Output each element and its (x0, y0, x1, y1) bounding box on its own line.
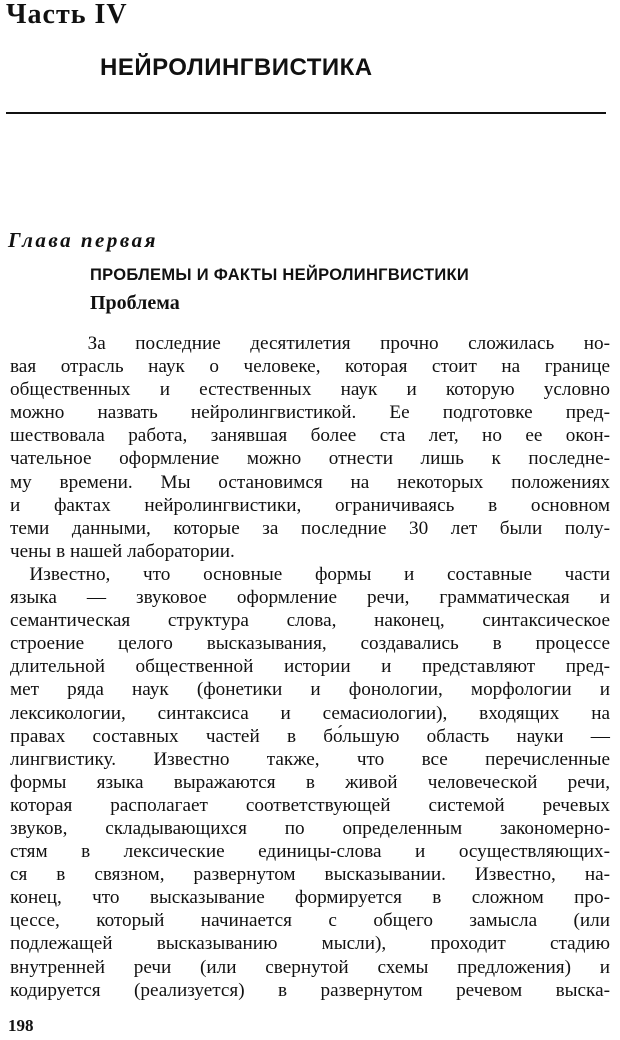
text-line: мет ряда наук (фонетики и фонологии, морфологии и (10, 679, 610, 701)
horizontal-rule (6, 112, 606, 114)
text-line: ся в связном, развернутом высказывании. Известно, на- (10, 864, 610, 886)
text-line: чены в нашей лаборатории. (10, 540, 235, 562)
text-line: му времени. Мы остановимся на некоторых положениях (10, 471, 610, 493)
text-line: стям в лексические единицы-слова и осуществляющих- (10, 841, 610, 863)
text-line: можно назвать нейролингвистикой. Ее подготовке пред- (10, 402, 610, 424)
section-title: Проблема (90, 292, 180, 314)
text-line: цессе, который начинается с общего замысла (или (10, 910, 610, 932)
body-text (10, 332, 610, 1002)
text-line: внутренней речи (или свернутой схемы предложения) и (10, 956, 610, 978)
text-line: общественных и естественных наук и которую условно (10, 379, 610, 401)
text-line: правах составных частей в бо́льшую область науки — (10, 725, 610, 747)
text-line: лексикологии, синтаксиса и семасиологии), входящих на (10, 702, 610, 724)
text-line: конец, что высказывание формируется в сложном про- (10, 887, 610, 909)
chapter-title: ПРОБЛЕМЫ И ФАКТЫ НЕЙРОЛИНГВИСТИКИ (90, 266, 470, 284)
text-line: За последние десятилетия прочно сложилась но- (87, 333, 610, 354)
text-line: которая располагает соответствующей системой речевых (10, 794, 610, 816)
text-line: и фактах нейролингвистики, ограничиваясь в основном (10, 494, 610, 516)
text-line: шествовала работа, занявшая более ста лет, но ее окон- (10, 425, 610, 447)
text-line: семантическая структура слова, наконец, синтаксическое (10, 610, 610, 632)
text-line: звуков, складывающихся по определенным закономерно- (10, 817, 610, 839)
text-line: вая отрасль наук о человеке, которая стоит на границе (10, 356, 610, 378)
text-line: кодируется (реализуется) в развернутом речевом выска- (10, 979, 610, 1001)
text-line: теми данными, которые за последние 30 лет были полу- (10, 517, 610, 539)
text-line: строение целого высказывания, создавались в процессе (10, 633, 610, 655)
page-number: 198 (8, 1016, 34, 1035)
text-line: формы языка выражаются в живой человеческой речи, (10, 771, 610, 793)
part-label: Часть IV (6, 0, 128, 30)
text-line: лингвистику. Известно также, что все перечисленные (10, 748, 610, 770)
text-line: чательное оформление можно отнести лишь к последне- (10, 448, 610, 470)
text-line: Известно, что основные формы и составные части (29, 563, 610, 585)
text-line: длительной общественной истории и представляют пред- (10, 656, 610, 678)
text-line: языка — звуковое оформление речи, грамматическая и (10, 587, 610, 609)
chapter-label: Глава первая (8, 228, 158, 252)
text-line: подлежащей высказыванию мысли), проходит стадию (10, 933, 610, 955)
part-title: НЕЙРОЛИНГВИСТИКА (100, 54, 373, 81)
